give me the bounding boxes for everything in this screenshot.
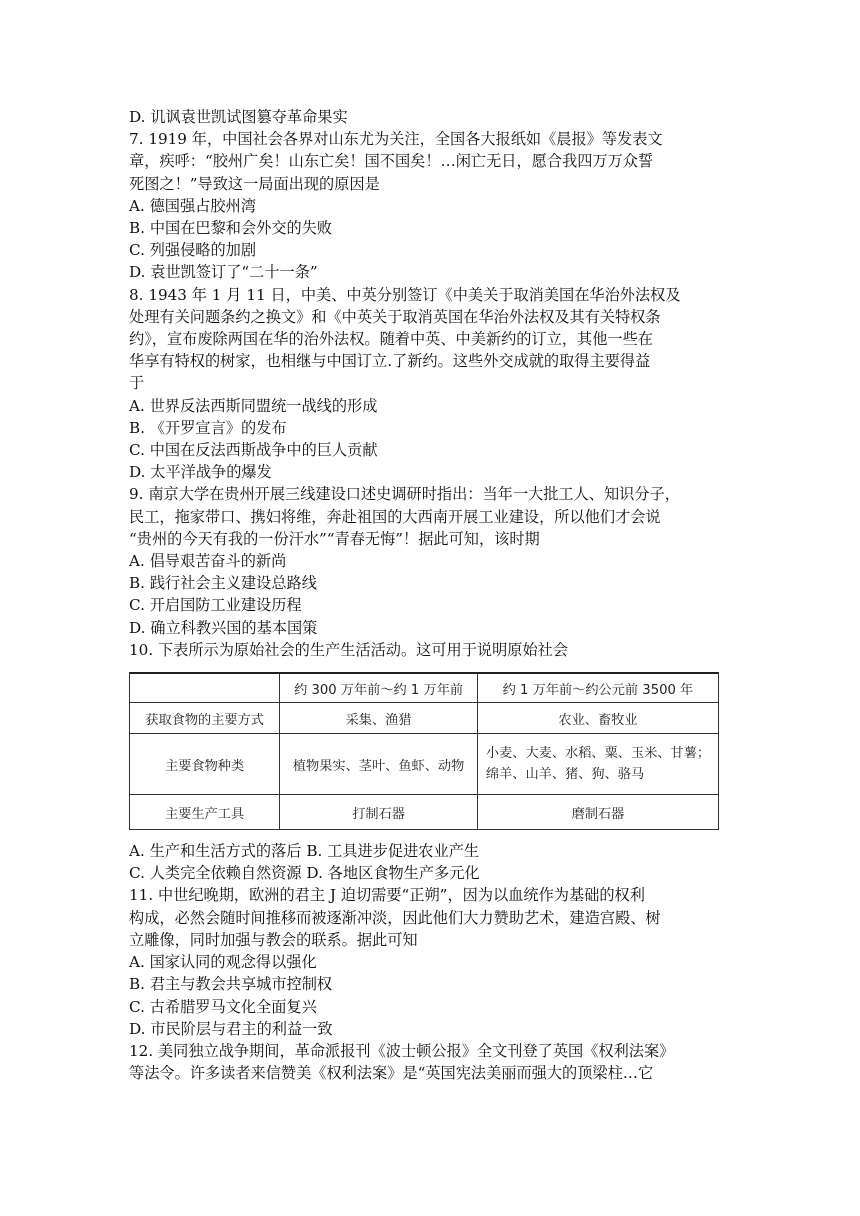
text-line: A. 世界反法西斯同盟统一战线的形成 <box>129 396 378 415</box>
table-row <box>130 703 719 734</box>
text-line: D. 市民阶层与君主的利益一致 <box>129 1019 333 1038</box>
table-header-cell <box>130 673 280 703</box>
questions-10-to-12 <box>129 840 747 1084</box>
text-line: B. 中国在巴黎和会外交的失败 <box>129 219 333 238</box>
text-line: B. 君主与教会共享城市控制权 <box>129 975 333 994</box>
table-cell: 主要生产工具 <box>130 795 280 830</box>
table-row <box>130 795 719 830</box>
table-cell: 打制石器 <box>280 795 478 830</box>
table-header-cell: 约 1 万年前～约公元前 3500 年 <box>477 673 718 703</box>
text-line: D. 袁世凯签订了“二十一条” <box>129 263 318 282</box>
text-line: 章，疾呼：“胶州广矣！山东亡矣！国不国矣！…闲亡无日，愿合我四万万众誓 <box>129 152 654 171</box>
text-line: C. 列强侵略的加剧 <box>129 241 257 260</box>
table-cell: 采集、渔猎 <box>280 703 478 734</box>
table-cell: 磨制石器 <box>477 795 718 830</box>
text-line: 处理有关问题条约之换文》和《中英关于取消英国在华治外法权及其有关特权条 <box>129 307 661 326</box>
table-cell: 农业、畜牧业 <box>477 703 718 734</box>
table-row <box>130 734 719 795</box>
text-line: 12. 美同独立战争期间，革命派报刊《波士顿公报》全文刊登了英国《权利法案》 <box>129 1041 675 1060</box>
text-line: 11. 中世纪晚期，欧洲的君主 J 迫切需要“正朔”，因为以血统作为基础的权利 <box>129 886 645 905</box>
text-line: B. 《开罗宣言》的发布 <box>129 418 287 437</box>
table-cell: 植物果实、茎叶、鱼虾、动物 <box>280 734 478 795</box>
text-line: 9. 南京大学在贵州开展三线建设口述史调研时指出：当年一大批工人、知识分子， <box>129 485 680 504</box>
primitive-society-table-figure <box>129 672 719 830</box>
page-content <box>129 106 747 1084</box>
table-header-cell: 约 300 万年前～约 1 万年前 <box>280 673 478 703</box>
table-cell-line: 小麦、大麦、水稻、粟、玉米、甘薯； <box>485 746 711 762</box>
text-line: A. 倡导艰苦奋斗的新尚 <box>129 552 287 571</box>
text-line: 7. 1919 年，中国社会各界对山东尤为关注，全国各大报纸如《晨报》等发表文 <box>129 130 663 149</box>
text-line: A. 国家认同的观念得以强化 <box>129 953 317 972</box>
table-cell <box>477 734 718 795</box>
text-line: B. 践行社会主义建设总路线 <box>129 574 317 593</box>
questions-7-to-10 <box>129 106 747 661</box>
text-line: A. 德国强占胶州湾 <box>129 196 256 215</box>
text-line: C. 中国在反法西斯战争中的巨人贡献 <box>129 441 378 460</box>
text-line: C. 开启国防工业建设历程 <box>129 596 302 615</box>
text-line: 10. 下表所示为原始社会的生产生活活动。这可用于说明原始社会 <box>129 640 569 659</box>
text-line: 民工，拖家带口、携妇将维，奔赴祖国的大西南开展工业建设，所以他们才会说 <box>129 507 661 526</box>
text-line: 死图之！”导致这一局面出现的原因是 <box>129 174 380 193</box>
text-line: C. 古希腊罗马文化全面复兴 <box>129 997 317 1016</box>
text-line: 华享有特权的树家，也相继与中国订立.了新约。这些外交成就的取得主要得益 <box>129 352 651 371</box>
text-line: 约》，宣布废除两国在华的治外法权。随着中英、中美新约的订立，其他一些在 <box>129 330 653 349</box>
text-line: 等法令。许多读者来信赞美《权利法案》是“英国宪法美丽而强大的顶梁柱…它 <box>129 1064 654 1083</box>
text-line: 于 <box>129 374 145 393</box>
text-line: D. 讥讽袁世凯试图篡夺革命果实 <box>129 108 348 126</box>
table-cell-line: 绵羊、山羊、猪、狗、骆马 <box>485 767 645 783</box>
table-cell: 主要食物种类 <box>130 734 280 795</box>
table-header-row <box>130 673 719 703</box>
text-line: 8. 1943 年 1 月 11 日，中美、中英分别签订《中美关于取消美国在华治外法权及 <box>129 285 681 304</box>
primitive-society-table <box>129 672 719 830</box>
text-line: “贵州的今天有我的一份汗水”“青春无悔”！据此可知，该时期 <box>129 529 540 548</box>
text-line: 构成，必然会随时间推移而被逐渐冲淡，因此他们大力赞助艺术，建造宫殿、树 <box>129 908 661 927</box>
text-line: C. 人类完全依赖自然资源 D. 各地区食物生产多元化 <box>129 864 480 883</box>
text-line: D. 太平洋战争的爆发 <box>129 463 272 482</box>
table-cell: 获取食物的主要方式 <box>130 703 280 734</box>
text-line: 立雕像，同时加强与教会的联系。据此可知 <box>129 930 418 949</box>
text-line: A. 生产和生活方式的落后 B. 工具进步促进农业产生 <box>129 842 480 861</box>
text-line: D. 确立科教兴国的基本国策 <box>129 618 318 637</box>
